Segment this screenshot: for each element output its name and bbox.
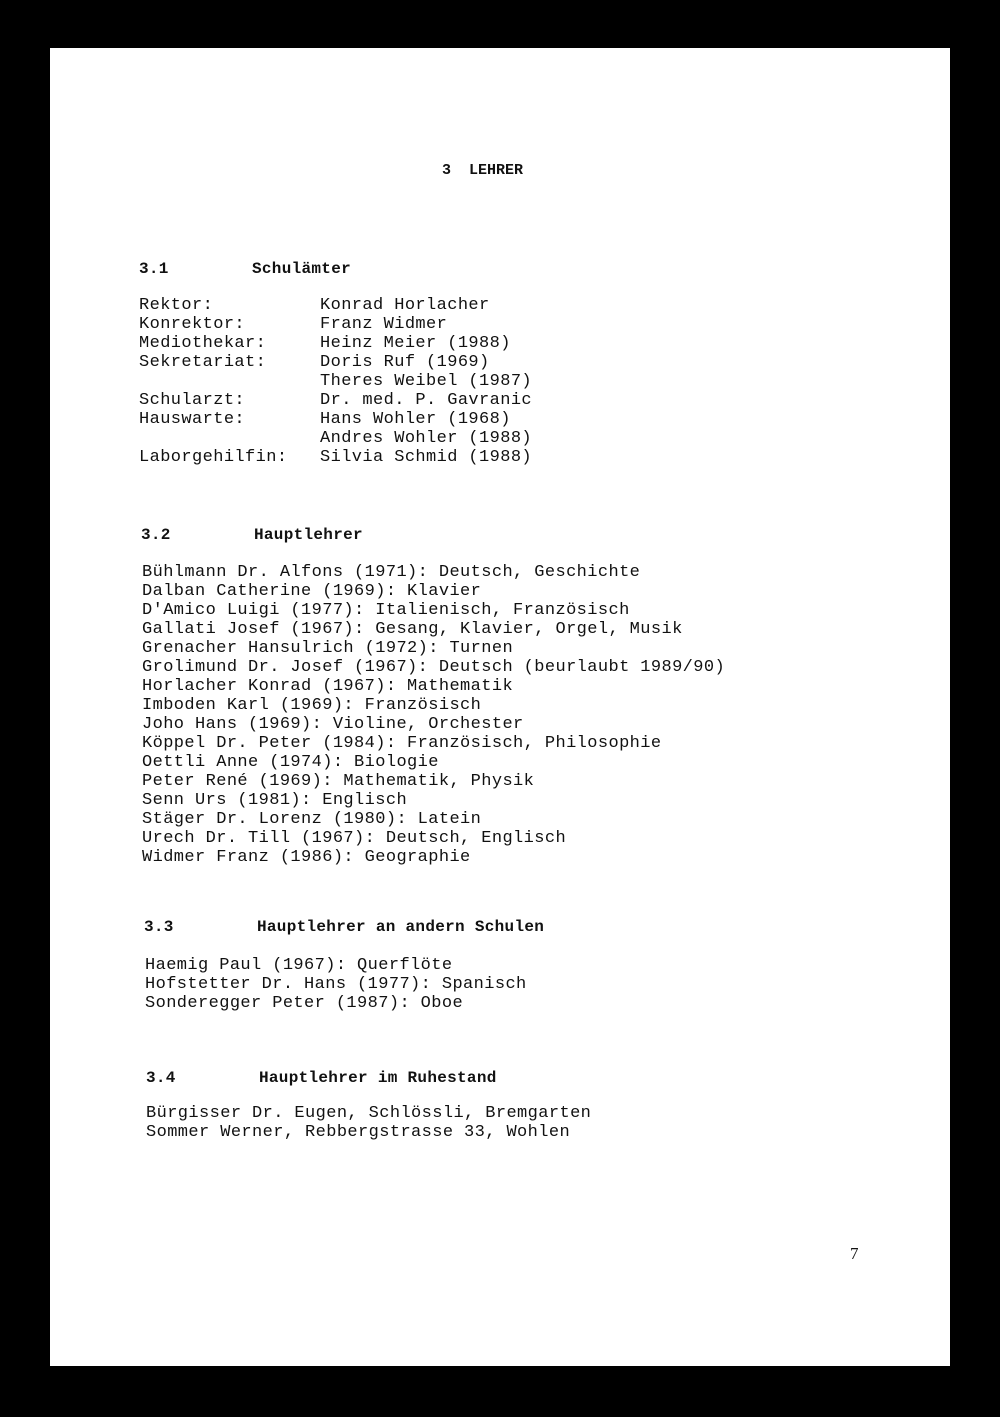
section-number: 3.2 (141, 526, 171, 544)
list-item: Imboden Karl (1969): Französisch (142, 696, 482, 715)
section-number: 3.1 (139, 260, 169, 278)
list-item: Haemig Paul (1967): Querflöte (145, 956, 453, 975)
list-item: Stäger Dr. Lorenz (1980): Latein (142, 810, 482, 829)
list-item: Hofstetter Dr. Hans (1977): Spanisch (145, 975, 527, 994)
official-name: Heinz Meier (1988) (320, 334, 511, 353)
list-item: Sonderegger Peter (1987): Oboe (145, 994, 464, 1013)
list-item: Bürgisser Dr. Eugen, Schlössli, Bremgarten (146, 1104, 592, 1123)
teacher-list (142, 563, 725, 867)
list-item: Joho Hans (1969): Violine, Orchester (142, 715, 524, 734)
official-role: Sekretariat: (139, 353, 267, 372)
list-item: Senn Urs (1981): Englisch (142, 791, 408, 810)
list-item: Horlacher Konrad (1967): Mathematik (142, 677, 514, 696)
list-item: Dalban Catherine (1969): Klavier (142, 582, 482, 601)
official-role: Mediothekar: (139, 334, 267, 353)
section-title: Hauptlehrer an andern Schulen (257, 918, 545, 936)
list-item: Peter René (1969): Mathematik, Physik (142, 772, 535, 791)
list-item: Köppel Dr. Peter (1984): Französisch, Philosophie (142, 734, 662, 753)
section-title: Hauptlehrer im Ruhestand (259, 1069, 497, 1087)
external-teacher-list (145, 956, 527, 1013)
section-title: Schulämter (252, 260, 352, 278)
list-item: Urech Dr. Till (1967): Deutsch, Englisch (142, 829, 567, 848)
official-name: Hans Wohler (1968) (320, 410, 511, 429)
page-number: 7 (850, 1244, 859, 1263)
official-role: Schularzt: (139, 391, 246, 410)
official-name: Konrad Horlacher (320, 296, 490, 315)
official-role: Hauswarte: (139, 410, 246, 429)
official-name: Franz Widmer (320, 315, 448, 334)
official-role: Rektor: (139, 296, 214, 315)
section-number: 3.4 (146, 1069, 176, 1087)
chapter-title: 3 LEHRER (442, 162, 524, 179)
official-role: Konrektor: (139, 315, 246, 334)
list-item: Bühlmann Dr. Alfons (1971): Deutsch, Geschichte (142, 563, 641, 582)
list-item: Oettli Anne (1974): Biologie (142, 753, 439, 772)
official-name: Doris Ruf (1969) (320, 353, 490, 372)
list-item: Widmer Franz (1986): Geographie (142, 848, 471, 867)
list-item: Grolimund Dr. Josef (1967): Deutsch (beurlaubt 1989/90) (142, 658, 726, 677)
list-item: Grenacher Hansulrich (1972): Turnen (142, 639, 514, 658)
official-name: Silvia Schmid (1988) (320, 448, 533, 467)
list-item: Gallati Josef (1967): Gesang, Klavier, Orgel, Musik (142, 620, 683, 639)
official-name: Theres Weibel (1987) (320, 372, 533, 391)
list-item: D'Amico Luigi (1977): Italienisch, Französisch (142, 601, 630, 620)
section-title: Hauptlehrer (254, 526, 363, 544)
official-name: Andres Wohler (1988) (320, 429, 533, 448)
official-role: Laborgehilfin: (139, 448, 288, 467)
document-page (50, 48, 950, 1366)
official-name: Dr. med. P. Gavranic (320, 391, 533, 410)
retired-teacher-list (146, 1104, 591, 1142)
section-number: 3.3 (144, 918, 174, 936)
list-item: Sommer Werner, Rebbergstrasse 33, Wohlen (146, 1123, 571, 1142)
